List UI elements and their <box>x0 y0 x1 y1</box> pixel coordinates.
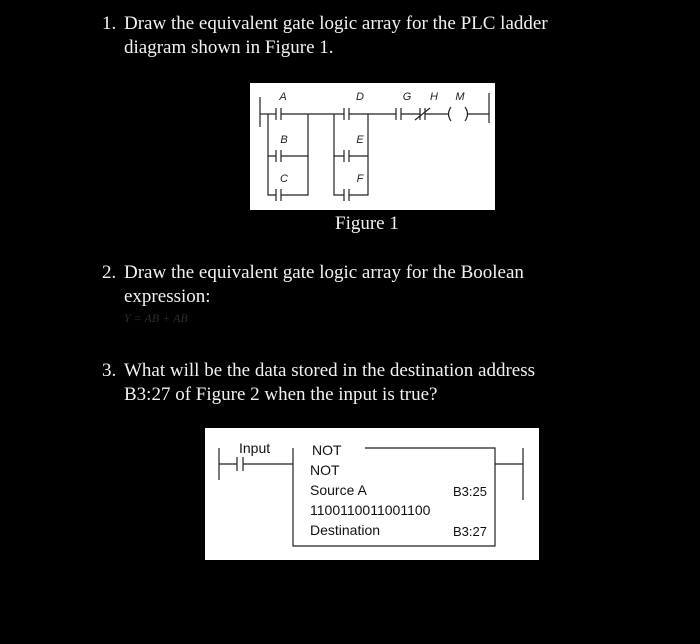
question-1-text-line2: diagram shown in Figure 1. <box>124 37 334 58</box>
question-3-text-line1: What will be the data stored in the destination address <box>124 360 536 381</box>
contact-a-label: A <box>279 91 287 103</box>
source-a-value: 1100110011001100 <box>310 502 431 518</box>
contact-f-label: F <box>356 173 364 185</box>
boolean-expression: Y = AB + AB <box>124 311 188 325</box>
figure-1-caption: Figure 1 <box>335 213 399 234</box>
question-2-text-line1: Draw the equivalent gate logic array for the Boolean <box>124 262 524 283</box>
question-3-text-line2: B3:27 of Figure 2 when the input is true? <box>124 384 438 405</box>
contact-g-label: G <box>402 91 412 103</box>
contact-e <box>344 150 349 162</box>
question-2-text-line2: expression: <box>124 286 211 307</box>
contact-c-label: C <box>280 173 288 185</box>
ladder-diagram <box>250 83 495 210</box>
contact-h-label: H <box>430 91 438 103</box>
destination-label: Destination <box>310 522 381 538</box>
contact-a <box>276 108 281 120</box>
question-1-text-line1: Draw the equivalent gate logic array for the PLC ladder <box>124 13 548 34</box>
source-a-label: Source A <box>310 482 367 498</box>
figure-1-panel <box>250 83 495 210</box>
contact-f <box>344 189 349 201</box>
question-2 <box>102 261 524 309</box>
source-a-address: B3:25 <box>453 484 487 499</box>
contact-d <box>344 108 349 120</box>
contact-e-label: E <box>356 134 364 146</box>
question-2-number: 2. <box>102 262 117 283</box>
contact-c <box>276 189 281 201</box>
ladder-lines <box>260 93 489 201</box>
input-label: Input <box>239 440 271 456</box>
not-block-title: NOT <box>312 442 342 458</box>
input-contact <box>237 457 243 471</box>
contact-b-label: B <box>280 134 288 146</box>
destination-address: B3:27 <box>453 524 487 539</box>
question-1-number: 1. <box>102 13 117 34</box>
figure-2-panel <box>205 428 539 560</box>
contact-d-label: D <box>356 91 364 103</box>
coil-m <box>449 107 468 121</box>
question-3 <box>102 359 535 407</box>
not-block-name: NOT <box>310 462 340 478</box>
question-1 <box>102 12 548 60</box>
contact-g <box>396 108 401 120</box>
coil-m-label: M <box>455 91 465 103</box>
question-3-number: 3. <box>102 360 117 381</box>
contact-b <box>276 150 281 162</box>
